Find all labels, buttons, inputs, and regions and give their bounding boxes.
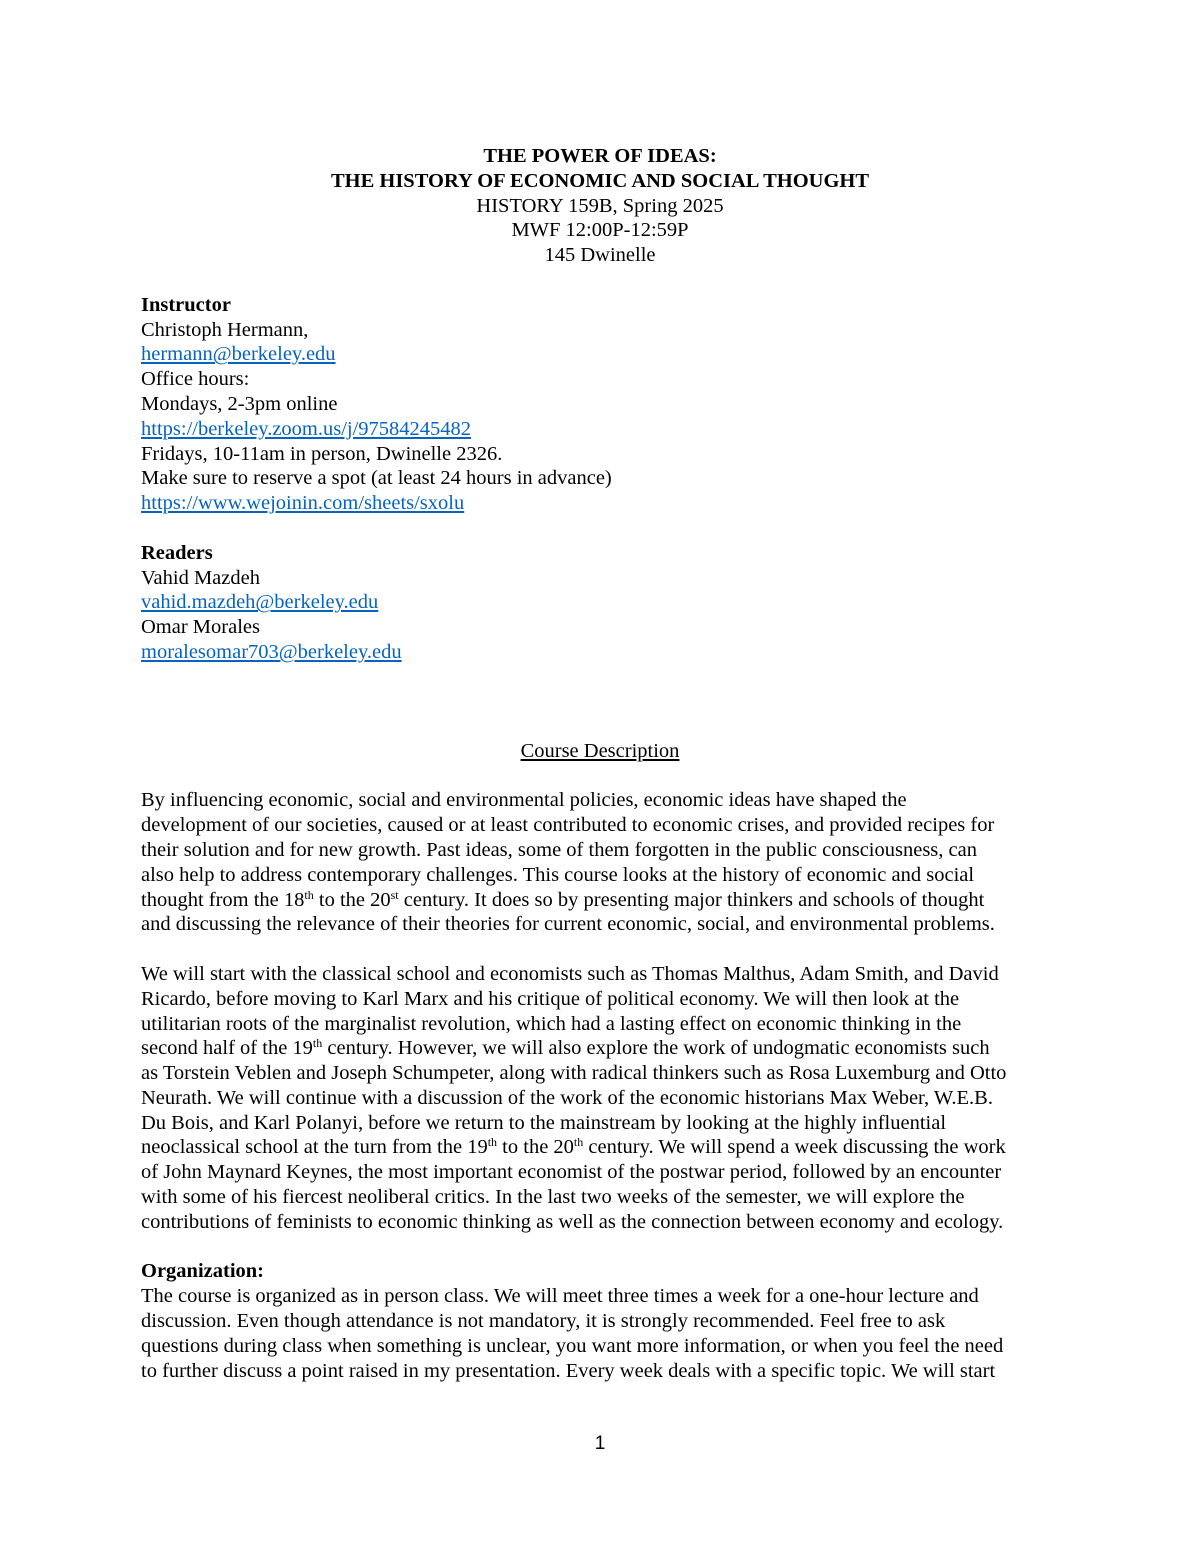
organization-heading: Organization: xyxy=(141,1260,264,1283)
description-paragraph-2: We will start with the classical school and economists such as Thomas Malthus, Adam Smith, and David Ricardo, before moving to Karl Marx and his critique of political economy. We will then look at the utilitarian roots of the marginalist revolution, which had a lasting effect on economic thinking in the second half of the 19th century. However, we will also explore the work of undogmatic economists such as Torstein Veblen and Joseph Schumpeter, along with radical thinkers such as Rosa Luxemburg and Otto Neurath. We will continue with a discussion of the work of the economic historians Max Weber, W.E.B. Du Bois, and Karl Polanyi, before we return to the mainstream by looking at the highly influential neoclassical school at the turn from the 19th to the 20th century. We will spend a week discussing the work of John Maynard Keynes, the most important economist of the postwar period, followed by an encounter with some of his fiercest neoliberal critics. In the last two weeks of the semester, we will explore the contributions of feminists to economic thinking as well as the connection between economy and ecology. xyxy=(141,962,1007,1233)
office-hours-label: Office hours: xyxy=(141,368,250,391)
reader-1-name: Vahid Mazdeh xyxy=(141,566,260,589)
readers-section xyxy=(141,541,1059,665)
zoom-link[interactable]: https://berkeley.zoom.us/j/97584245482 xyxy=(141,417,472,440)
instructor-name: Christoph Hermann, xyxy=(141,318,309,341)
instructor-email-link[interactable]: hermann@berkeley.edu xyxy=(141,343,336,366)
organization-section: Organization: The course is organized as in person class. We will meet three times a week for a one-hour lecture and discussion. Even though attendance is not mandatory, it is strongly recommended. Feel free to ask questions during class when something is unclear, you want more information, or when you feel the need to further discuss a point raised in my presentation. Every week deals with a specific topic. We will start xyxy=(141,1259,1059,1383)
readers-heading: Readers xyxy=(141,541,213,564)
inperson-hours: Fridays, 10-11am in person, Dwinelle 2326. xyxy=(141,442,503,465)
title-line-1: THE POWER OF IDEAS: xyxy=(483,145,717,167)
document-page xyxy=(141,144,1059,1383)
instructor-section xyxy=(141,293,1059,516)
instructor-heading: Instructor xyxy=(141,293,231,316)
reader-1-email-link[interactable]: vahid.mazdeh@berkeley.edu xyxy=(141,591,379,614)
title-line-2: THE HISTORY OF ECONOMIC AND SOCIAL THOUGHT xyxy=(330,169,870,192)
online-hours: Mondays, 2-3pm online xyxy=(141,392,338,415)
reserve-note: Make sure to reserve a spot (at least 24 hours in advance) xyxy=(141,467,612,490)
page-number: 1 xyxy=(594,1433,606,1454)
course-code: HISTORY 159B, Spring 2025 xyxy=(476,194,724,217)
document-header xyxy=(141,144,1059,268)
reader-2-email-link[interactable]: moralesomar703@berkeley.edu xyxy=(141,640,402,663)
class-room: 145 Dwinelle xyxy=(544,244,656,267)
class-schedule: MWF 12:00P-12:59P xyxy=(511,219,689,242)
course-description-heading: Course Description xyxy=(520,739,680,762)
reserve-link[interactable]: https://www.wejoinin.com/sheets/sxolu xyxy=(141,492,465,515)
description-paragraph-1: By influencing economic, social and environmental policies, economic ideas have shaped the development of our societies, caused or at least contributed to economic crises, and provided recipes for their solution and for new growth. Past ideas, some of them forgotten in the public consciousness, can also help to address contemporary challenges. This course looks at the history of economic and social thought from the 18th to the 20st century. It does so by presenting major thinkers and schools of thought and discussing the relevance of their theories for current economic, social, and environmental problems. xyxy=(141,789,995,936)
reader-2-name: Omar Morales xyxy=(141,616,260,639)
